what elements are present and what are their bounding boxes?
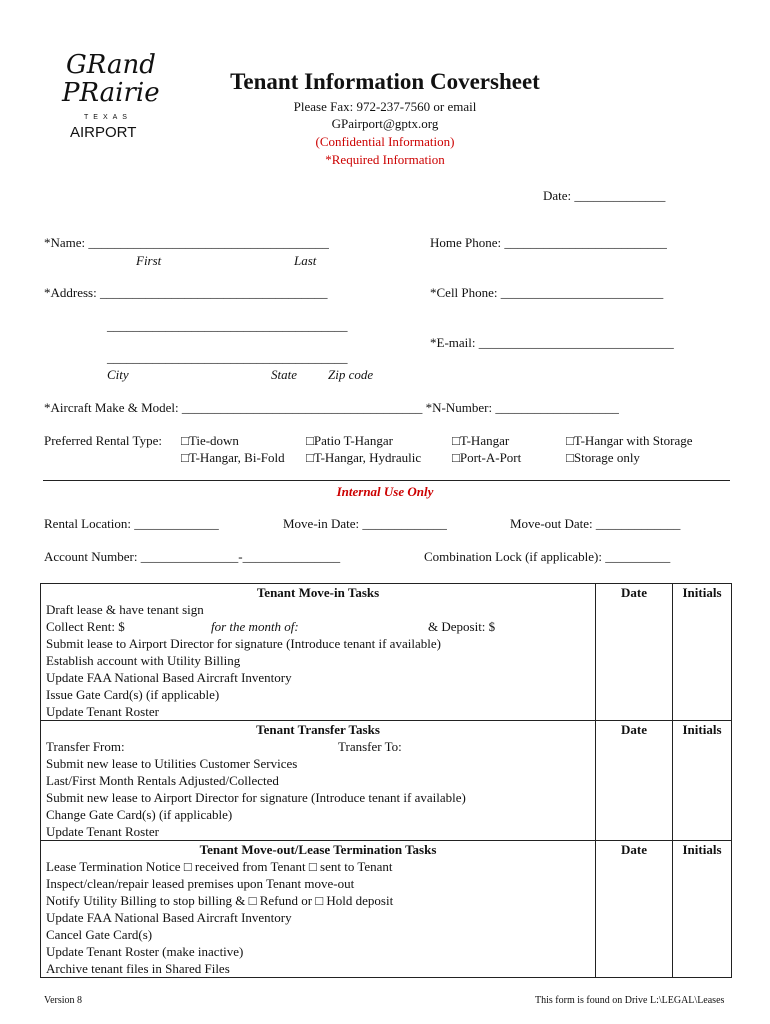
address-line-3[interactable]: _____________________________________: [107, 350, 348, 365]
rental-location-field[interactable]: Rental Location: _____________: [44, 516, 219, 531]
initials-cell[interactable]: [673, 669, 732, 686]
date-field[interactable]: Date: ______________: [543, 188, 666, 203]
task-row: Inspect/clean/repair leased premises upon Tenant move-out: [41, 875, 596, 892]
date-cell[interactable]: [596, 926, 673, 943]
date-cell[interactable]: [596, 943, 673, 960]
date-cell[interactable]: [596, 652, 673, 669]
task-row: Submit lease to Airport Director for signature (Introduce tenant if available): [41, 635, 596, 652]
initials-column-header: Initials: [673, 841, 732, 859]
task-row: Last/First Month Rentals Adjusted/Collected: [41, 772, 596, 789]
home-phone-field[interactable]: Home Phone: _________________________: [430, 235, 667, 250]
date-cell[interactable]: [596, 909, 673, 926]
date-cell[interactable]: [596, 618, 673, 635]
task-row: Establish account with Utility Billing: [41, 652, 596, 669]
initials-cell[interactable]: [673, 789, 732, 806]
move-in-tasks-header: Tenant Move-in Tasks: [41, 584, 596, 602]
initials-cell[interactable]: [673, 703, 732, 721]
initials-column-header: Initials: [673, 721, 732, 739]
address-line-2[interactable]: _____________________________________: [107, 318, 348, 333]
transfer-tasks-header: Tenant Transfer Tasks: [41, 721, 596, 739]
task-row: Update Tenant Roster (make inactive): [41, 943, 596, 960]
date-column-header: Date: [596, 721, 673, 739]
initials-cell[interactable]: [673, 960, 732, 978]
task-row: Lease Termination Notice □ received from Tenant □ sent to Tenant: [41, 858, 596, 875]
logo-line-4: AIRPORT: [70, 124, 137, 141]
initials-cell[interactable]: [673, 618, 732, 635]
date-cell[interactable]: [596, 806, 673, 823]
city-label: City: [107, 367, 129, 382]
combination-lock-field[interactable]: Combination Lock (if applicable): __________: [424, 549, 671, 564]
last-label: Last: [294, 253, 317, 268]
rental-type-label: Preferred Rental Type:: [44, 433, 162, 448]
initials-cell[interactable]: [673, 755, 732, 772]
date-cell[interactable]: [596, 703, 673, 721]
task-row: Draft lease & have tenant sign: [41, 601, 596, 618]
initials-cell[interactable]: [673, 738, 732, 755]
move-out-date-field[interactable]: Move-out Date: _____________: [510, 516, 681, 531]
date-cell[interactable]: [596, 823, 673, 841]
initials-cell[interactable]: [673, 686, 732, 703]
deposit-label: & Deposit: $: [428, 618, 496, 634]
option-tie-down[interactable]: □Tie-down: [181, 433, 239, 448]
fax-line: Please Fax: 972-237-7560 or email: [293, 99, 477, 114]
initials-cell[interactable]: [673, 943, 732, 960]
zip-label: Zip code: [328, 367, 374, 382]
email-line: GPairport@gptx.org: [331, 116, 439, 131]
date-cell[interactable]: [596, 738, 673, 755]
initials-cell[interactable]: [673, 806, 732, 823]
initials-cell[interactable]: [673, 652, 732, 669]
task-row: Submit new lease to Airport Director for signature (Introduce tenant if available): [41, 789, 596, 806]
task-row: Update FAA National Based Aircraft Inventory: [41, 909, 596, 926]
file-location-label: This form is found on Drive L:\LEGAL\Leases: [535, 995, 725, 1006]
task-row: Notify Utility Billing to stop billing & □ Refund or □ Hold deposit: [41, 892, 596, 909]
option-t-hangar-hydraulic[interactable]: □T-Hangar, Hydraulic: [306, 450, 422, 465]
account-number-field[interactable]: Account Number: _______________-_______________: [44, 549, 341, 564]
logo-line-1: GRand: [66, 50, 156, 80]
date-cell[interactable]: [596, 669, 673, 686]
initials-cell[interactable]: [673, 772, 732, 789]
date-cell[interactable]: [596, 960, 673, 978]
logo-line-3: TEXAS: [84, 114, 132, 121]
initials-cell[interactable]: [673, 892, 732, 909]
initials-cell[interactable]: [673, 875, 732, 892]
task-row: Issue Gate Card(s) (if applicable): [41, 686, 596, 703]
option-patio-t-hangar[interactable]: □Patio T-Hangar: [306, 433, 393, 448]
option-t-hangar-bifold[interactable]: □T-Hangar, Bi-Fold: [181, 450, 285, 465]
date-cell[interactable]: [596, 789, 673, 806]
first-label: First: [136, 253, 162, 268]
confidential-note: (Confidential Information): [315, 134, 455, 149]
option-t-hangar[interactable]: □T-Hangar: [452, 433, 510, 448]
option-port-a-port[interactable]: □Port-A-Port: [452, 450, 522, 465]
task-row: Change Gate Card(s) (if applicable): [41, 806, 596, 823]
version-label: Version 8: [44, 995, 83, 1006]
initials-cell[interactable]: [673, 858, 732, 875]
option-t-hangar-storage[interactable]: □T-Hangar with Storage: [566, 433, 693, 448]
option-storage-only[interactable]: □Storage only: [566, 450, 640, 465]
collect-rent-row: [41, 618, 596, 635]
name-field[interactable]: *Name: _____________________________________: [44, 235, 329, 250]
required-note: *Required Information: [325, 152, 445, 167]
date-cell[interactable]: [596, 635, 673, 652]
section-divider: [43, 480, 730, 481]
date-cell[interactable]: [596, 875, 673, 892]
grand-prairie-airport-logo: [60, 45, 160, 145]
move-out-tasks-header: Tenant Move-out/Lease Termination Tasks: [41, 841, 596, 859]
task-row: Cancel Gate Card(s): [41, 926, 596, 943]
move-in-date-field[interactable]: Move-in Date: _____________: [283, 516, 447, 531]
date-cell[interactable]: [596, 755, 673, 772]
transfer-to-label: Transfer To:: [338, 738, 402, 754]
logo-line-2: PRairie: [62, 78, 160, 108]
state-label: State: [271, 367, 297, 382]
task-row: Submit new lease to Utilities Customer Services: [41, 755, 596, 772]
collect-rent-label: Collect Rent: $: [46, 618, 125, 634]
initials-cell[interactable]: [673, 926, 732, 943]
initials-cell[interactable]: [673, 823, 732, 841]
date-cell[interactable]: [596, 892, 673, 909]
date-cell[interactable]: [596, 858, 673, 875]
tasks-table: [40, 583, 732, 978]
task-row: Update Tenant Roster: [41, 823, 596, 841]
internal-use-label: Internal Use Only: [336, 484, 434, 499]
page-title: Tenant Information Coversheet: [230, 69, 540, 94]
task-row: Update FAA National Based Aircraft Inventory: [41, 669, 596, 686]
address-field[interactable]: *Address: ___________________________________: [44, 285, 328, 300]
initials-cell[interactable]: [673, 909, 732, 926]
date-column-header: Date: [596, 584, 673, 602]
date-column-header: Date: [596, 841, 673, 859]
cell-phone-field[interactable]: *Cell Phone: _________________________: [430, 285, 664, 300]
date-cell[interactable]: [596, 601, 673, 618]
aircraft-field[interactable]: *Aircraft Make & Model: _____________________________________ *N-Number: ___________________: [44, 400, 619, 415]
for-month-label: for the month of:: [211, 618, 299, 634]
email-field[interactable]: *E-mail: ______________________________: [430, 335, 674, 350]
initials-cell[interactable]: [673, 601, 732, 618]
date-cell[interactable]: [596, 686, 673, 703]
date-cell[interactable]: [596, 772, 673, 789]
transfer-row: [41, 738, 596, 755]
initials-cell[interactable]: [673, 635, 732, 652]
transfer-from-label: Transfer From:: [46, 738, 125, 754]
initials-column-header: Initials: [673, 584, 732, 602]
task-row: Update Tenant Roster: [41, 703, 596, 721]
task-row: Archive tenant files in Shared Files: [41, 960, 596, 978]
